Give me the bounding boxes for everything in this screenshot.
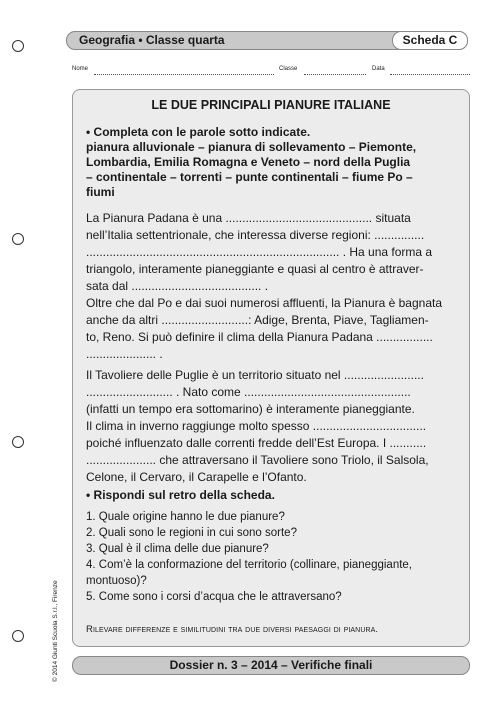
- word-bank-line: pianura alluvionale – pianura di sollevamento – Piemonte,: [86, 140, 417, 154]
- exercise-panel: [72, 89, 470, 647]
- data-field[interactable]: [390, 70, 470, 75]
- classe-field[interactable]: [304, 70, 366, 75]
- question-5: 5. Come sono i corsi d’acqua che le attraversano?: [86, 591, 342, 603]
- binder-hole-upper-middle: [12, 233, 24, 245]
- padana-text-line: La Pianura Padana è una ............................................ situata: [86, 211, 411, 225]
- padana-text-line: triangolo, interamente pianeggiante e quasi al centro è attraver-: [86, 262, 424, 276]
- teacher-note: Rilevare differenze e similitudini tra due diversi paesaggi di pianura.: [86, 624, 379, 635]
- tavoliere-text-line: poiché influenzato dalle correnti fredde dell’Est Europa. I ...........: [86, 436, 427, 450]
- question-2: 2. Quali sono le regioni in cui sono sorte?: [86, 527, 297, 539]
- question-1: 1. Quale origine hanno le due pianure?: [86, 511, 285, 523]
- copyright: © 2014 Giunti Scuola S.r.l., Firenze: [52, 580, 59, 682]
- nome-field[interactable]: [94, 70, 274, 75]
- instruction-answer: • Rispondi sul retro della scheda.: [86, 488, 275, 502]
- question-4: 4. Com’è la conformazione del territorio (collinare, pianeggiante,: [86, 559, 413, 571]
- word-bank-line: fiumi: [86, 185, 115, 199]
- padana-text-line: to, Reno. Si può definire il clima della Pianura Padana .................: [86, 330, 433, 344]
- padana-text-line: anche da altri ..........................: Adige, Brenta, Piave, Tagliamen-: [86, 313, 429, 327]
- tavoliere-text-line: Il clima in inverno raggiunge molto spesso ..................................: [86, 419, 427, 433]
- padana-text-line: nell’Italia settentrionale, che interessa diverse regioni: ...............: [86, 228, 425, 242]
- classe-label: Classe: [279, 66, 298, 72]
- tavoliere-text-line: (infatti un tempo era sottomarino) è interamente pianeggiante.: [86, 402, 415, 416]
- tavoliere-text-line: .......................... . Nato come ..................................................: [86, 385, 411, 399]
- instruction-complete: • Completa con le parole sotto indicate.: [86, 125, 311, 139]
- header-bar: [66, 31, 468, 50]
- student-fields: [72, 66, 472, 78]
- word-bank-line: Lombardia, Emilia Romagna e Veneto – nord della Puglia: [86, 155, 411, 169]
- padana-text-line: ..................... .: [86, 347, 163, 361]
- question-4-continued: montuoso)?: [86, 575, 147, 587]
- binder-hole-lower-middle: [12, 436, 24, 448]
- footer-bar: Dossier n. 3 – 2014 – Verifiche finali: [72, 656, 470, 675]
- padana-text-line: sata dal ....................................... .: [86, 279, 269, 293]
- binder-hole-top: [12, 40, 24, 52]
- padana-text-line: ............................................................................ . Ha una forma a: [86, 245, 433, 259]
- tavoliere-text-line: Il Tavoliere delle Puglie è un territorio situato nel ........................: [86, 368, 424, 382]
- binder-hole-bottom: [12, 630, 24, 642]
- word-bank-line: – continentale – torrenti – punte continentali – fiume Po –: [86, 170, 413, 184]
- subject-title: Geografia • Classe quarta: [79, 33, 225, 47]
- tavoliere-text-line: Celone, il Cervaro, il Carapelle e l’Ofanto.: [86, 470, 307, 484]
- scheda-label: Scheda C: [392, 31, 468, 50]
- tavoliere-text-line: ..................... che attraversano il Tavoliere sono Triolo, il Salsola,: [86, 453, 429, 467]
- padana-text-line: Oltre che dal Po e dai suoi numerosi affluenti, la Pianura è bagnata: [86, 296, 443, 310]
- data-label: Data: [372, 66, 385, 72]
- worksheet-title: LE DUE PRINCIPALI PIANURE ITALIANE: [151, 98, 391, 112]
- nome-label: Nome: [72, 66, 89, 72]
- question-3: 3. Qual è il clima delle due pianure?: [86, 543, 269, 555]
